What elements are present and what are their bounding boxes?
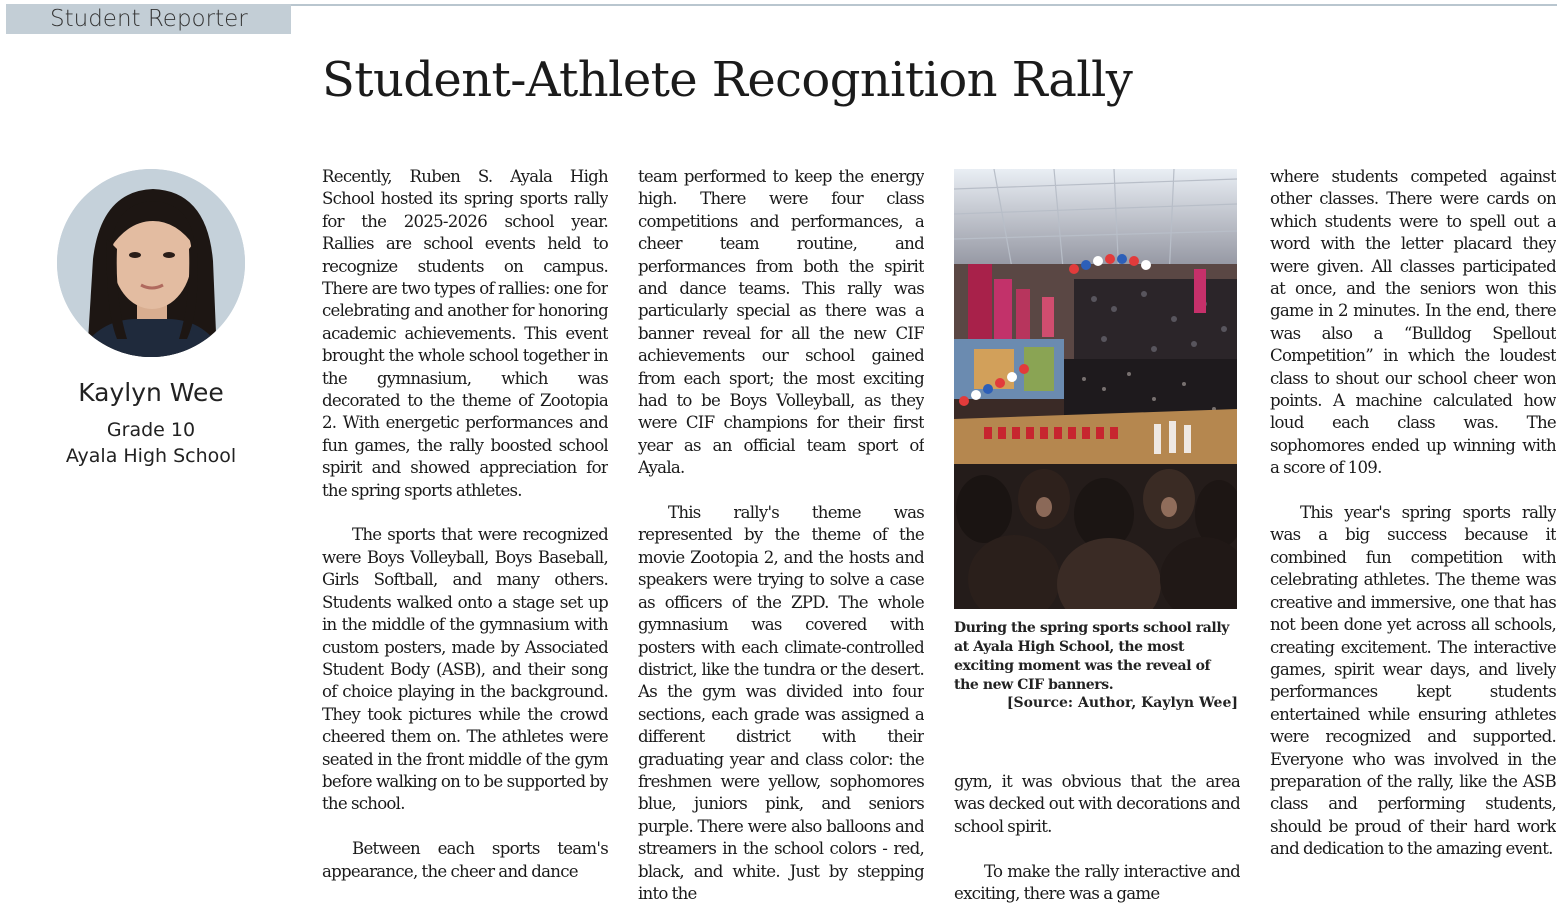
gymnasium-rally-illustration [954,169,1237,609]
article-column-4 [1270,166,1556,909]
headline: Student-Athlete Recognition Rally [322,52,1133,108]
paragraph: To make the rally interactive and exciting, there was a game [954,861,1240,904]
paragraph: Between each sports team's appearance, the cheer and dance [322,839,608,881]
article-column-3 [954,771,1240,909]
article-column-1 [322,166,608,909]
author-school: Ayala High School [65,445,237,467]
photo-source: [Source: Author, Kaylyn Wee] [1006,695,1238,711]
article-column-2 [638,166,924,909]
paragraph: Recently, Ruben S. Ayala High School hosted its spring sports rally for the 2025-2026 school year. Rallies are school events held to recognize students on campus. There are two types of rallies: one for celebrating and another for honoring academic achievements. This event brought the whole school together in the gymnasium, which was decorated to the theme of Zootopia 2. With energetic performances and fun games, the rally boosted school spirit and showed appreciation for the spring sports athletes. [322,167,608,500]
paragraph: This rally's theme was represented by the theme of the movie Zootopia 2, and the hosts and speakers were trying to solve a case as officers of the ZPD. The whole gymnasium was covered with posters with each climate-controlled district, like the tundra or the desert. As the gym was divided into four sections, each grade was assigned a different district with their graduating year and class color: the freshmen were yellow, sophomores blue, juniors pink, and seniors purple. There were also balloons and streamers in the school colors - red, black, and white. Just by stepping into the [638,503,924,903]
paragraph: where students competed against other classes. There were cards on which students were to spell out a word with the letter placard they were given. All classes participated at once, and the seniors won this game in 2 minutes. In the end, there was also a “Bulldog Spellout Competition” in which the loudest class to shout our school cheer won points. A machine calculated how loud each class was. The sophomores ended up winning with a score of 109. [1270,167,1556,478]
rally-photo [954,169,1237,609]
author-avatar [57,169,245,357]
paragraph: team performed to keep the energy high. There were four class competitions and performances, a cheer team routine, and performances from both the spirit and dance teams. This rally was particularly special as there was a banner reveal for all the new CIF achievements our school gained from each sport; the most exciting had to be Boys Volleyball, as they were CIF champions for their first year as an official team sport of Ayala. [638,167,924,478]
author-name: Kaylyn Wee [78,378,224,407]
section-tab: Student Reporter [6,4,291,34]
photo-caption: During the spring sports school rally at Ayala High School, the most exciting moment was the reveal of the new CIF banners. [954,620,1229,693]
paragraph: This year's spring sports rally was a big success because it combined fun competition with celebrating athletes. The theme was creative and immersive, one that has not been done yet across all schools, creating excitement. The interactive games, spirit wear days, and lively performances kept students entertained while ensuring athletes were recognized and supported. Everyone who was involved in the preparation of the rally, like the ASB class and performing students, should be proud of their hard work and dedication to the amazing event. [1270,503,1556,859]
paragraph: gym, it was obvious that the area was decked out with decorations and school spirit. [954,772,1240,836]
paragraph: The sports that were recognized were Boys Volleyball, Boys Baseball, Girls Softball, and many others. Students walked onto a stage set up in the middle of the gymnasium with custom posters, made by Associated Student Body (ASB), and their song of choice playing in the background. They took pictures while the crowd cheered them on. The athletes were seated in the front middle of the gym before walking on to be supported by the school. [322,525,608,814]
author-portrait-illustration [57,169,245,357]
author-grade: Grade 10 [106,419,196,441]
